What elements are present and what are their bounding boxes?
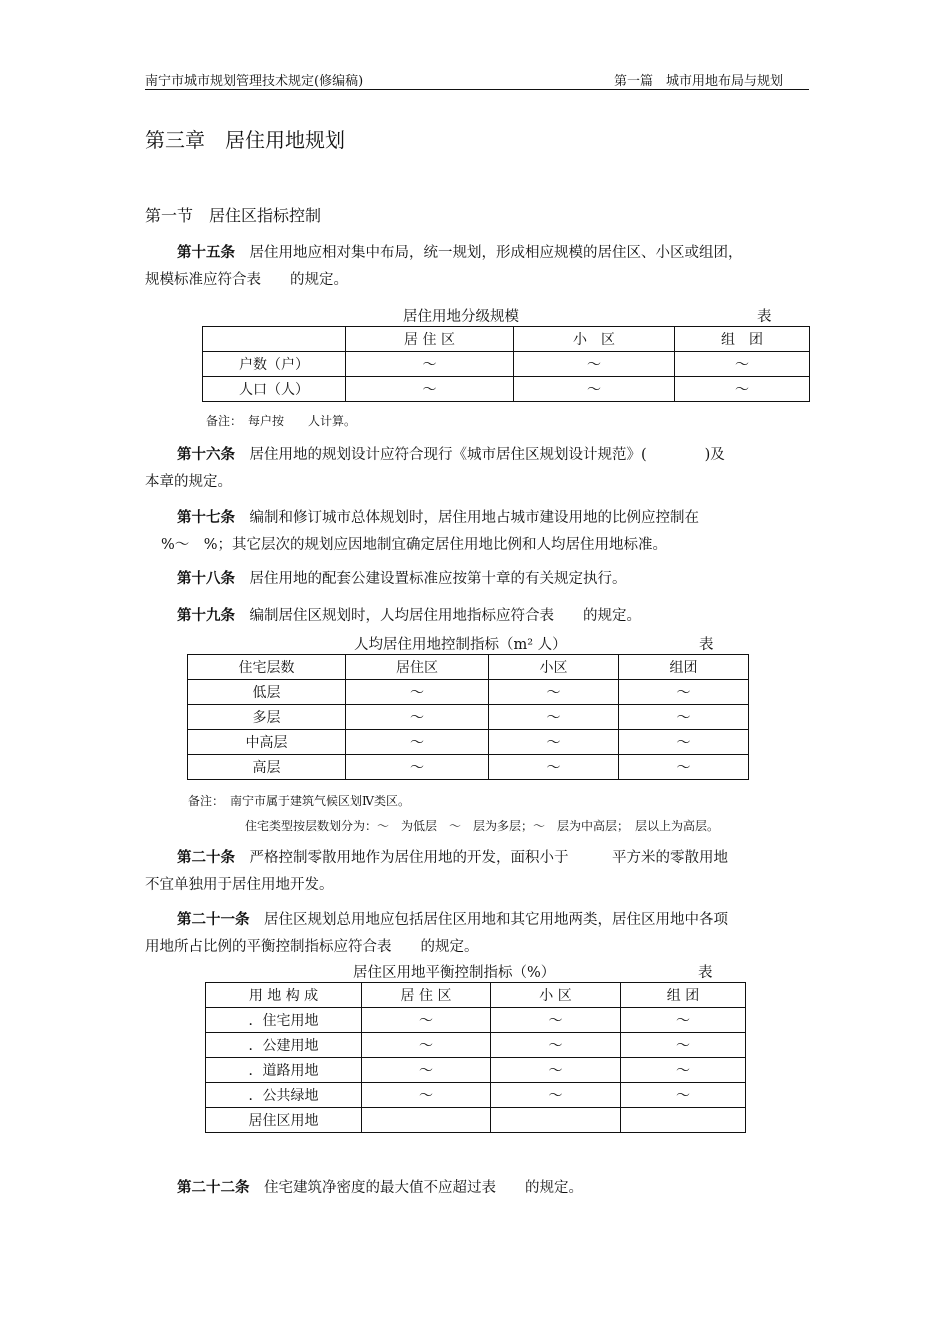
- table-cell: ～: [362, 1058, 491, 1083]
- table-header-cell: 住宅层数: [188, 655, 346, 680]
- article-text: 编制居住区规划时，人均居住用地指标应符合表 的规定。: [249, 608, 641, 624]
- table-header-cell: 小 区: [514, 327, 675, 352]
- table-row: [188, 730, 749, 755]
- article-21: [145, 907, 815, 961]
- article-label: 第二十一条: [177, 912, 250, 928]
- table3-caption: 居住区用地平衡控制指标（%）: [353, 965, 556, 981]
- table2-note: 备注： 南宁市属于建筑气候区划Ⅳ类区。: [188, 794, 410, 808]
- table-cell: ～: [621, 1083, 746, 1108]
- table-cell: ～: [346, 352, 514, 377]
- table-header-row: [188, 655, 749, 680]
- article-17: [145, 505, 815, 559]
- article-text: 居住区规划总用地应包括居住区用地和其它用地两类，居住区用地中各项: [264, 912, 728, 928]
- article-label: 第十九条: [177, 608, 235, 624]
- table-cell: ～: [491, 1033, 621, 1058]
- table-cell: ～: [675, 352, 810, 377]
- table-cell: ～: [346, 730, 489, 755]
- table-cell: ～: [619, 755, 749, 780]
- table1-note: 备注： 每户按 人计算。: [206, 414, 357, 428]
- table-row: [206, 1058, 746, 1083]
- table1-tag: 表: [757, 309, 772, 325]
- table-cell: ～: [362, 1008, 491, 1033]
- article-label: 第十八条: [177, 571, 235, 587]
- table-cell: ～: [491, 1083, 621, 1108]
- table2-note: 住宅类型按层数划分为：～ 为低层 ～ 层为多层；～ 层为中高层； 层以上为高层。: [245, 819, 720, 833]
- table-cell: ．住宅用地: [206, 1008, 362, 1033]
- article-label: 第十七条: [177, 510, 235, 526]
- table-header-cell: 居住区: [346, 655, 489, 680]
- table-header-row: [203, 327, 810, 352]
- article-label: 第十五条: [177, 245, 235, 261]
- table-cell: ～: [619, 705, 749, 730]
- article-22: [177, 1175, 583, 1202]
- article-text: 居住用地应相对集中布局，统一规划，形成相应规模的居住区、小区或组团，: [249, 245, 743, 261]
- table-row: [203, 352, 810, 377]
- article-16: [145, 442, 815, 496]
- table-cell: ．公共绿地: [206, 1083, 362, 1108]
- table-header-row: [206, 983, 746, 1008]
- article-15: [145, 240, 815, 294]
- article-text: 不宜单独用于居住用地开发。: [145, 877, 334, 893]
- header-left: 南宁市城市规划管理技术规定(修编稿): [145, 74, 364, 89]
- table-cell: 户数（户）: [203, 352, 346, 377]
- table-cell: ～: [514, 352, 675, 377]
- table-cell: ～: [346, 755, 489, 780]
- article-text: 居住用地的规划设计应符合现行《城市居住区规划设计规范》( )及: [249, 447, 725, 463]
- table-cell: ～: [489, 755, 619, 780]
- table-cell: ～: [491, 1058, 621, 1083]
- table2-tag: 表: [699, 637, 714, 653]
- table2: [187, 654, 749, 780]
- table-cell: ～: [346, 377, 514, 402]
- table-cell: ～: [619, 730, 749, 755]
- table1: [202, 326, 810, 402]
- table-cell: [491, 1108, 621, 1133]
- table-cell: 居住区用地: [206, 1108, 362, 1133]
- table-cell: ～: [675, 377, 810, 402]
- table-cell: ～: [621, 1058, 746, 1083]
- chapter-title: 第三章 居住用地规划: [145, 128, 345, 152]
- table-cell: 低层: [188, 680, 346, 705]
- table-cell: ～: [489, 730, 619, 755]
- table-row: [203, 377, 810, 402]
- table-header-cell: 组 团: [675, 327, 810, 352]
- table-cell: ～: [362, 1033, 491, 1058]
- section-title: 第一节 居住区指标控制: [145, 206, 322, 225]
- table-cell: [621, 1108, 746, 1133]
- table1-caption: 居住用地分级规模: [403, 309, 519, 325]
- table-cell: ～: [346, 705, 489, 730]
- table-cell: ～: [514, 377, 675, 402]
- article-text: 严格控制零散用地作为居住用地的开发，面积小于 平方米的零散用地: [249, 850, 728, 866]
- table-cell: ～: [489, 680, 619, 705]
- article-text: 住宅建筑净密度的最大值不应超过表 的规定。: [264, 1180, 583, 1196]
- table-header-cell: [203, 327, 346, 352]
- article-18: [177, 566, 627, 593]
- table-header-cell: 组团: [619, 655, 749, 680]
- table2-caption: 人均居住用地控制指标（m² 人）: [354, 637, 567, 653]
- table-cell: 高层: [188, 755, 346, 780]
- article-text: 本章的规定。: [145, 474, 232, 490]
- article-text: %～ %；其它层次的规划应因地制宜确定居住用地比例和人均居住用地标准。: [161, 537, 668, 553]
- article-label: 第二十条: [177, 850, 235, 866]
- header-rule: [145, 89, 809, 90]
- table-cell: ～: [489, 705, 619, 730]
- table3-tag: 表: [698, 965, 713, 981]
- table-row: [188, 705, 749, 730]
- table-cell: [362, 1108, 491, 1133]
- table-header-cell: 居 住 区: [362, 983, 491, 1008]
- table-header-cell: 居 住 区: [346, 327, 514, 352]
- table-row: [206, 1008, 746, 1033]
- table-header-cell: 小区: [489, 655, 619, 680]
- table-cell: 多层: [188, 705, 346, 730]
- table-row: [206, 1033, 746, 1058]
- article-label: 第二十二条: [177, 1180, 250, 1196]
- table-row: [188, 755, 749, 780]
- article-19: [177, 603, 641, 630]
- table-header-cell: 小 区: [491, 983, 621, 1008]
- table-cell: ～: [621, 1033, 746, 1058]
- table3: [205, 982, 746, 1133]
- table-row: [188, 680, 749, 705]
- article-text: 用地所占比例的平衡控制指标应符合表 的规定。: [145, 939, 479, 955]
- article-20: [145, 845, 815, 899]
- article-text: 规模标准应符合表 的规定。: [145, 272, 348, 288]
- article-text: 编制和修订城市总体规划时，居住用地占城市建设用地的比例应控制在: [249, 510, 699, 526]
- table-cell: ～: [619, 680, 749, 705]
- header-right: 第一篇 城市用地布局与规划: [614, 74, 784, 89]
- table-cell: ．公建用地: [206, 1033, 362, 1058]
- article-text: 居住用地的配套公建设置标准应按第十章的有关规定执行。: [249, 571, 627, 587]
- table-cell: ～: [491, 1008, 621, 1033]
- table-row: [206, 1083, 746, 1108]
- table-cell: ．道路用地: [206, 1058, 362, 1083]
- table-header-cell: 组 团: [621, 983, 746, 1008]
- table-cell: 中高层: [188, 730, 346, 755]
- table-header-cell: 用 地 构 成: [206, 983, 362, 1008]
- table-cell: ～: [346, 680, 489, 705]
- table-cell: ～: [362, 1083, 491, 1108]
- table-row: [206, 1108, 746, 1133]
- table-cell: ～: [621, 1008, 746, 1033]
- table-cell: 人口（人）: [203, 377, 346, 402]
- article-label: 第十六条: [177, 447, 235, 463]
